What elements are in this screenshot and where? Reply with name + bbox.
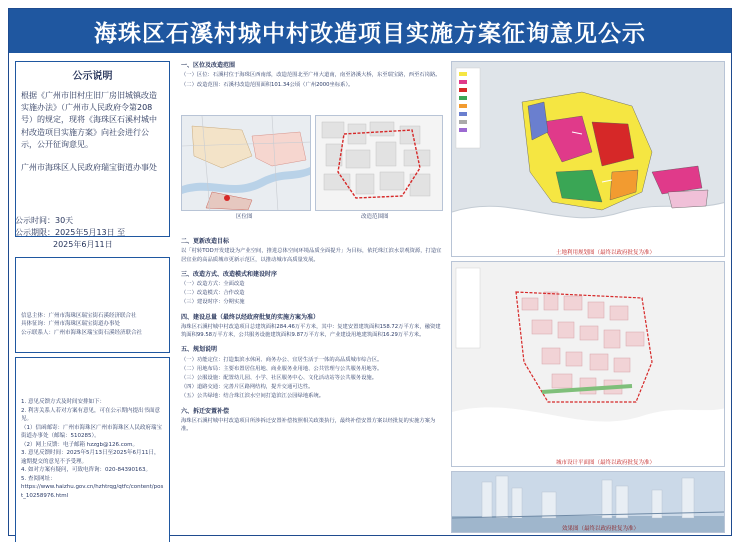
section-2-title: 二、更新改造目标 <box>181 238 230 245</box>
section-4-title: 四、建设总量（最终以经政府批复的实施方案为准） <box>181 313 320 321</box>
section-5-item: （一）功能定位：打造集滨水休闲、商务办公、宜居生活于一体的高品质城市综合区。 <box>181 356 383 363</box>
contact-line: 公示联系人：广州市海珠区瑞宝街石溪经济联合社 <box>21 329 143 336</box>
location-map <box>181 115 311 211</box>
boundary-map-caption: 改造范围图 <box>361 214 389 220</box>
urban-design-map-caption: 城市设计平面图（最终以政府批复为准） <box>556 460 656 466</box>
notice-body: 根据《广州市旧村庄旧厂房旧城镇改造实施办法》（广州市人民政府令第208号）的规定，现将《海珠区石溪村城中村改造项目实施方案》向社会进行公示，公开征询意见。 <box>21 90 157 150</box>
method-line: 5. 查阅网址： <box>21 475 56 482</box>
section-5-item: （二）用地布局：主要布置居住用地、商业服务业用地、公共管理与公共服务用地等。 <box>181 365 383 372</box>
period-duration: 公示时间：30天 <box>15 216 74 225</box>
section-1-text: （一）区位：石溪村位于海珠区西南部，改造范围北至广州大道南，南至洛溪大桥，东至瑞宝路，西至石岗路。 <box>181 72 441 79</box>
urban-design-map <box>451 261 725 467</box>
period-range-start: 公示期限：2025年5月13日 至 <box>15 228 126 237</box>
method-panel <box>15 357 170 542</box>
method-line: 4. 如对方案有疑问，可致电咨询：020-84390163。 <box>21 467 151 474</box>
section-6-text: 海珠区石溪村城中村改造项目所涉拆迁安置补偿按照相关政策执行，最终补偿安置方案以经批复的实施方案为准。 <box>181 417 436 433</box>
rendering-caption: 效果图（最终以政府批复为准） <box>562 526 640 532</box>
method-line: （1）信函邮寄：广州市海珠区广州市海珠区人民政府瑞宝街道办事处（邮编：510285）。 <box>21 424 163 440</box>
method-line: 3. 意见反馈时间：2025年5月13日至2025年6月11日，逾期提交的意见不予受理。 <box>21 450 160 465</box>
rendering-image <box>451 471 725 533</box>
section-5-title: 五、规划说明 <box>181 346 218 354</box>
notice-heading: 公示说明 <box>72 71 113 82</box>
section-3-item: （一）改造方式：全面改造 <box>181 281 245 287</box>
section-3-item: （二）改造模式：合作改造 <box>181 290 245 297</box>
contact-line: 信息主体：广州市海珠区瑞宝街石溪经济联合社 <box>21 313 137 319</box>
contact-panel <box>15 257 170 353</box>
period-panel <box>15 207 170 255</box>
location-map-caption: 区位图 <box>236 214 253 220</box>
land-use-map-caption: 土地利用规划图（最终以政府批复为准） <box>556 250 656 256</box>
notice-org: 广州市海珠区人民政府瑞宝街道办事处 <box>21 163 157 173</box>
contact-line: 具体征询：广州市海珠区瑞宝街道办事处 <box>21 321 121 328</box>
map-row <box>181 115 443 223</box>
section-5-item: （五）公共绿地：结合珠江滨水空间打造滨江公园绿地系统。 <box>181 393 325 400</box>
section-4-text: 海珠区石溪村城中村改造项目总建筑面积284.46万平方米，其中：复建安置建筑面积158.72万平方米，融资建筑面积99.58万平方米，公共服务设施建筑面积9.87万平方米，产业建设用地建筑面积16.29万平方米。 <box>181 323 441 339</box>
section-3-item: （三）建设时序：分期实施 <box>181 299 245 306</box>
page-title: 海珠区石溪村城中村改造项目实施方案征询意见公示 <box>94 20 646 47</box>
land-use-map <box>451 61 725 257</box>
section-6-title: 六、拆迁安置补偿 <box>181 407 230 415</box>
middle-column <box>175 61 445 533</box>
section-1-text: （二）改造范围：石溪村改造范围面积101.34公顷（广州2000坐标系）。 <box>181 81 354 88</box>
period-range-end: 2025年6月11日 <box>53 240 113 249</box>
section-2-text: 以「村转TOD开发建设为产业空间，推进总体空间环境品质全面提升」为目标，依托珠江滨水景观资源，打造宜居宜业的高品质城市更新示范区，以推动城市高质量发展。 <box>181 248 442 263</box>
section-3-title: 三、改造方式、改造模式和建设时序 <box>181 270 278 278</box>
title-banner <box>9 9 731 53</box>
left-column <box>15 61 170 531</box>
boundary-map <box>315 115 443 211</box>
section-5-item: （三）公服设施：配置幼儿园、小学、社区服务中心、文化活动站等公共服务设施。 <box>181 375 377 382</box>
poster <box>8 8 732 536</box>
method-line: 1. 意见反馈方式及时间安排如下： <box>21 399 105 405</box>
section-1-title: 一、区位及改造范围 <box>181 62 236 69</box>
method-url-link[interactable]: https://www.haizhu.gov.cn/hzhtrqg/qtfc/content/post_10258976.html <box>21 484 164 499</box>
method-line: 2. 利害关系人若对方案有意见，可在公示期内提出书面意见。 <box>21 407 160 423</box>
right-column <box>451 61 725 533</box>
section-5-item: （四）道路交通：完善片区路网结构，提升交通可达性。 <box>181 384 314 391</box>
method-line: （2）网上反馈：电子邮箱 hzzgb@126.com。 <box>21 441 138 448</box>
